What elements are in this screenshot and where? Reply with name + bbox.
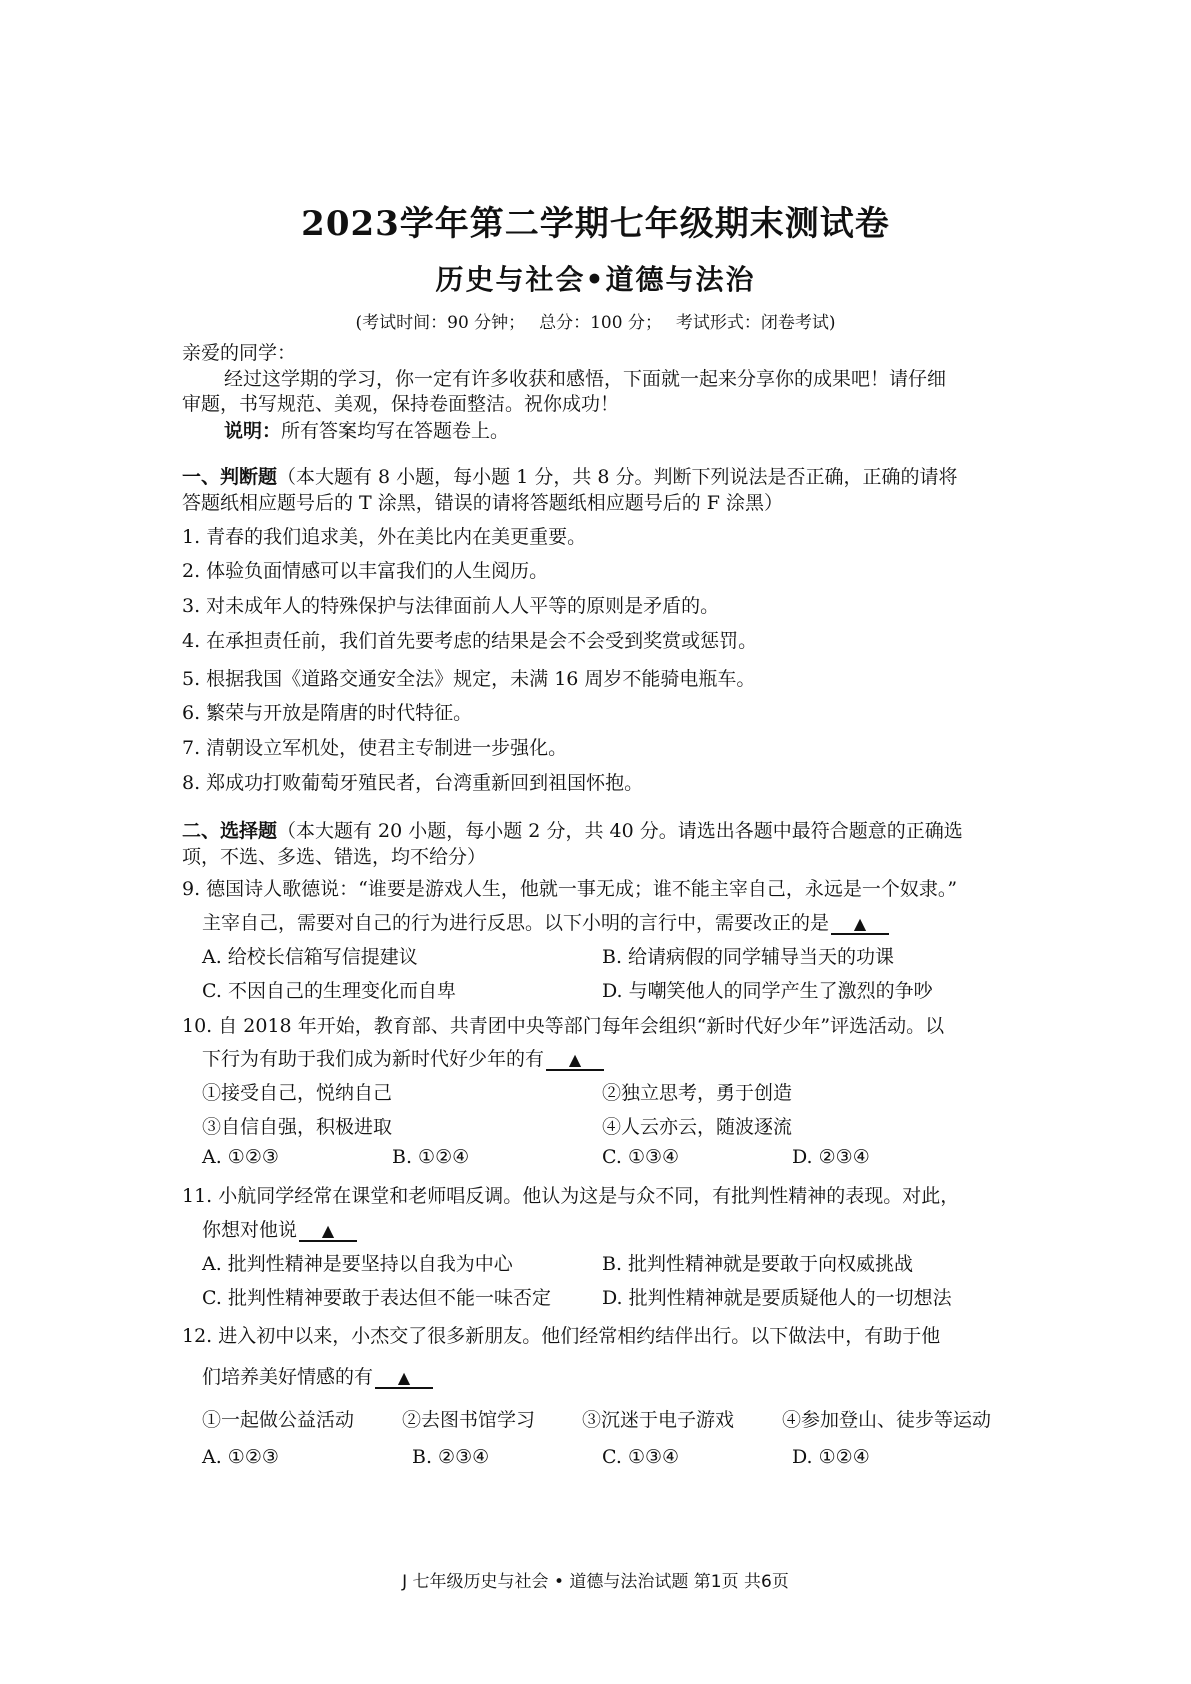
judgment-item-7: 7. 清朝设立军机处，使君主专制进一步强化。 bbox=[182, 737, 568, 759]
answer-blank: ▲ bbox=[299, 1222, 357, 1242]
question-10-statement-2: ②独立思考，勇于创造 bbox=[602, 1082, 793, 1104]
question-11-option-d: D. 批判性精神就是要质疑他人的一切想法 bbox=[602, 1287, 952, 1309]
question-9-line2 bbox=[202, 908, 889, 935]
section1-desc-line1: （本大题有 8 小题，每小题 1 分，共 8 分。判断下列说法是否正确，正确的请将 bbox=[277, 466, 958, 488]
answer-blank: ▲ bbox=[831, 915, 889, 935]
page-footer: J 七年级历史与社会 • 道德与法治试题 第1页 共6页 bbox=[402, 1572, 789, 1592]
judgment-item-4: 4. 在承担责任前，我们首先要考虑的结果是会不会受到奖赏或惩罚。 bbox=[182, 630, 758, 652]
question-12-option-a: A. ①②③ bbox=[202, 1446, 279, 1468]
question-12-statement-3: ③沉迷于电子游戏 bbox=[582, 1409, 735, 1431]
intro-text-line2: 审题，书写规范、美观，保持卷面整洁。祝你成功！ bbox=[182, 393, 620, 415]
judgment-item-6: 6. 繁荣与开放是隋唐的时代特征。 bbox=[182, 702, 473, 724]
question-12-option-c: C. ①③④ bbox=[602, 1446, 680, 1468]
question-10-statement-3: ③自信自强，积极进取 bbox=[202, 1116, 393, 1138]
question-11-line1: 11. 小航同学经常在课堂和老师唱反调。他认为这是与众不同，有批判性精神的表现。对此， bbox=[182, 1185, 960, 1207]
section2-title: 二、选择题 bbox=[182, 820, 278, 842]
greeting: 亲爱的同学： bbox=[182, 342, 297, 364]
question-9-text: 主宰自己，需要对自己的行为进行反思。以下小明的言行中，需要改正的是 bbox=[202, 912, 830, 934]
answer-blank: ▲ bbox=[546, 1051, 604, 1071]
question-10-option-d: D. ②③④ bbox=[792, 1146, 870, 1168]
exam-title: 2023学年第二学期七年级期末测试卷 bbox=[301, 204, 890, 244]
exam-info: (考试时间：90 分钟； 总分：100 分； 考试形式：闭卷考试) bbox=[355, 313, 836, 333]
question-11-line2 bbox=[202, 1215, 357, 1242]
question-10-statement-4: ④人云亦云，随波逐流 bbox=[602, 1116, 793, 1138]
question-12-text: 们培养美好情感的有 bbox=[202, 1366, 374, 1388]
question-10-option-a: A. ①②③ bbox=[202, 1146, 279, 1168]
question-9-option-c: C. 不因自己的生理变化而自卑 bbox=[202, 980, 456, 1002]
judgment-item-3: 3. 对未成年人的特殊保护与法律面前人人平等的原则是矛盾的。 bbox=[182, 595, 720, 617]
question-11-text: 你想对他说 bbox=[202, 1219, 298, 1241]
question-12-line1: 12. 进入初中以来，小杰交了很多新朋友。他们经常相约结伴出行。以下做法中，有助于他 bbox=[182, 1325, 941, 1347]
section1-desc-line2: 答题纸相应题号后的 T 涂黑，错误的请将答题纸相应题号后的 F 涂黑） bbox=[182, 492, 784, 514]
question-9-line1: 9. 德国诗人歌德说：“谁要是游戏人生，他就一事无成；谁不能主宰自己，永远是一个奴隶。” bbox=[182, 878, 958, 900]
judgment-item-1: 1. 青春的我们追求美，外在美比内在美更重要。 bbox=[182, 526, 587, 548]
question-12-statement-4: ④参加登山、徒步等运动 bbox=[782, 1409, 992, 1431]
question-12-option-d: D. ①②④ bbox=[792, 1446, 870, 1468]
intro-text-line1: 经过这学期的学习，你一定有许多收获和感悟，下面就一起来分享你的成果吧！请仔细 bbox=[224, 368, 947, 390]
note-text: 所有答案均写在答题卷上。 bbox=[281, 420, 510, 442]
question-12-statement-2: ②去图书馆学习 bbox=[402, 1409, 536, 1431]
note bbox=[224, 416, 509, 443]
question-9-option-d: D. 与嘲笑他人的同学产生了激烈的争吵 bbox=[602, 980, 933, 1002]
section2-heading bbox=[182, 816, 963, 843]
question-10-statement-1: ①接受自己，悦纳自己 bbox=[202, 1082, 393, 1104]
question-9-option-a: A. 给校长信箱写信提建议 bbox=[202, 946, 418, 968]
question-10-text: 下行为有助于我们成为新时代好少年的有 bbox=[202, 1048, 545, 1070]
question-12-line2 bbox=[202, 1362, 433, 1389]
question-10-option-b: B. ①②④ bbox=[392, 1146, 470, 1168]
section1-heading bbox=[182, 462, 958, 489]
exam-subtitle: 历史与社会•道德与法治 bbox=[435, 263, 756, 296]
question-11-option-c: C. 批判性精神要敢于表达但不能一味否定 bbox=[202, 1287, 551, 1309]
section2-desc-line1: （本大题有 20 小题，每小题 2 分，共 40 分。请选出各题中最符合题意的正确选 bbox=[277, 820, 963, 842]
section1-title: 一、判断题 bbox=[182, 466, 278, 488]
question-11-option-b: B. 批判性精神就是要敢于向权威挑战 bbox=[602, 1253, 914, 1275]
judgment-item-2: 2. 体验负面情感可以丰富我们的人生阅历。 bbox=[182, 560, 549, 582]
judgment-item-8: 8. 郑成功打败葡萄牙殖民者，台湾重新回到祖国怀抱。 bbox=[182, 772, 644, 794]
note-label: 说明： bbox=[224, 420, 282, 442]
question-10-option-c: C. ①③④ bbox=[602, 1146, 680, 1168]
section2-desc-line2: 项，不选、多选、错选，均不给分） bbox=[182, 846, 487, 868]
question-9-option-b: B. 给请病假的同学辅导当天的功课 bbox=[602, 946, 895, 968]
question-12-option-b: B. ②③④ bbox=[412, 1446, 490, 1468]
judgment-item-5: 5. 根据我国《道路交通安全法》规定，未满 16 周岁不能骑电瓶车。 bbox=[182, 668, 756, 690]
question-11-option-a: A. 批判性精神是要坚持以自我为中心 bbox=[202, 1253, 513, 1275]
question-10-line1: 10. 自 2018 年开始，教育部、共青团中央等部门每年会组织“新时代好少年”评选活动。以 bbox=[182, 1015, 945, 1037]
answer-blank: ▲ bbox=[375, 1369, 433, 1389]
question-10-line2 bbox=[202, 1044, 604, 1071]
question-12-statement-1: ①一起做公益活动 bbox=[202, 1409, 355, 1431]
